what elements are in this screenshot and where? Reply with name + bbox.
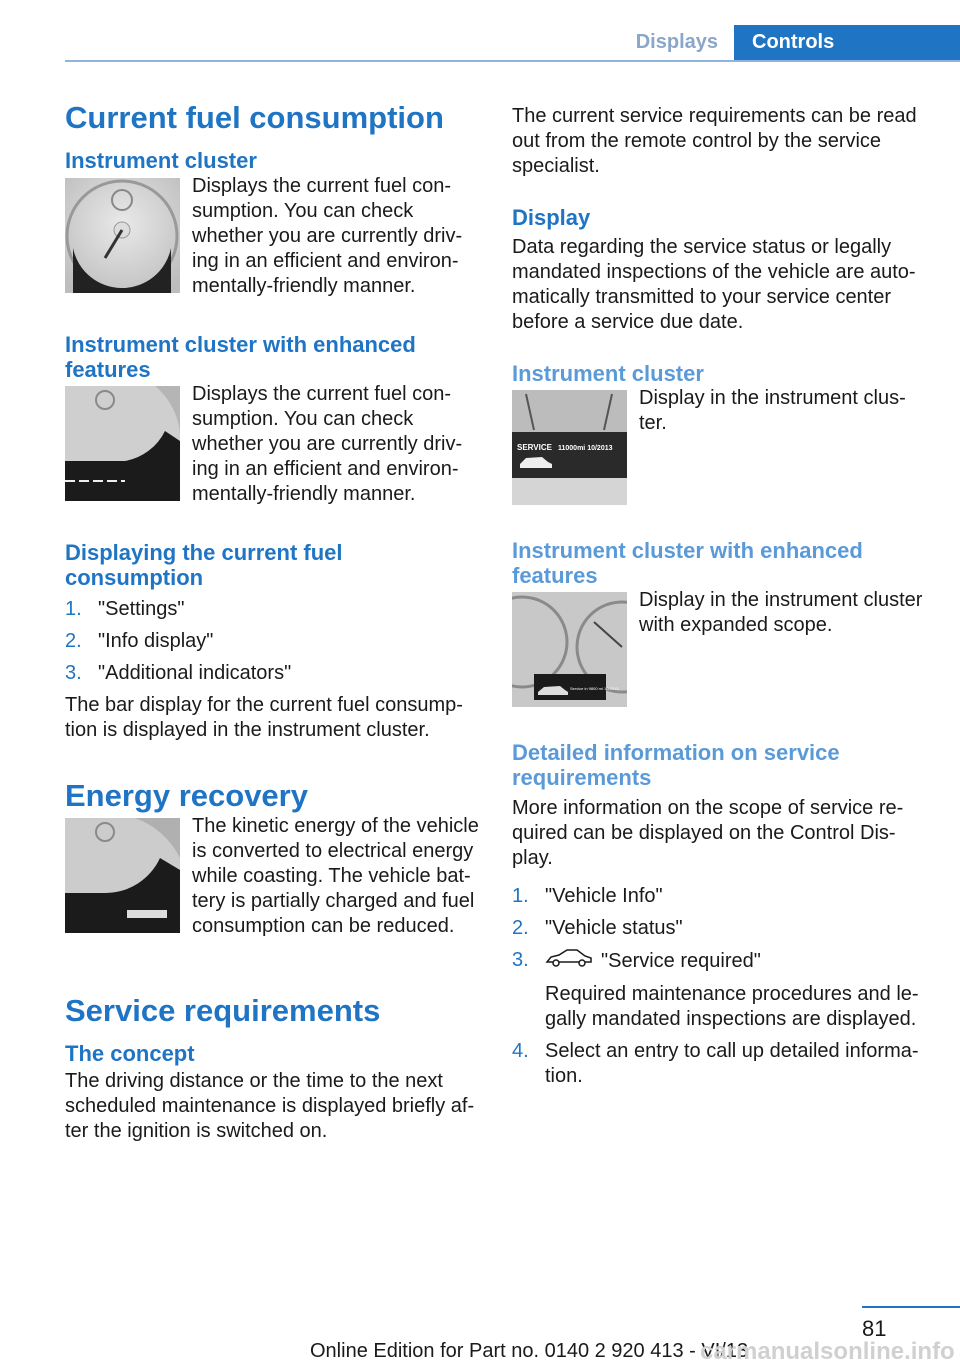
step-text: "Info display": [98, 630, 214, 652]
heading-displaying-fuel: Displaying the current fuel consumption: [65, 540, 343, 590]
heading-energy-recovery: Energy recovery: [65, 778, 308, 813]
text-concept: The driving distance or the time to the next scheduled maintenance is displayed briefly af-ter the ignition is switched on.: [65, 1070, 475, 1142]
footer-edition: Online Edition for Part no. 0140 2 920 413 - VI/13: [310, 1340, 749, 1362]
list-item: [512, 1039, 932, 1089]
watermark: carmanualsonline.info: [700, 1338, 955, 1365]
list-item: [65, 629, 483, 654]
text-energy-recovery: The kinetic energy of the vehicle is converted to electrical energy while coasting. The vehicle bat-tery is partially charged and fuel consumption can be reduced.: [192, 815, 479, 937]
step-text: "Vehicle Info": [545, 885, 663, 907]
heading-right-cluster-enhanced: Instrument cluster with enhanced features: [512, 538, 863, 588]
step-text: "Additional indicators": [98, 662, 292, 684]
heading-current-fuel-consumption: Current fuel consumption: [65, 100, 444, 135]
car-outline-icon: [545, 948, 593, 975]
text-service-cluster: Display in the instrument clus-ter.: [639, 387, 906, 434]
text-remote-control: The current service requirements can be read out from the remote control by the service specialist.: [512, 105, 917, 177]
step-text: "Service required": [601, 949, 761, 972]
list-item: [65, 597, 483, 622]
figure-fuel-cluster-enhanced: [65, 382, 483, 507]
step-text: Select an entry to call up detailed informa-tion.: [545, 1040, 919, 1087]
steps-service-info: [512, 884, 932, 1089]
text-detailed-information: More information on the scope of service re-quired can be displayed on the Control Dis-play.: [512, 797, 904, 869]
text-bar-display: The bar display for the current fuel consump-tion is displayed in the instrument cluster.: [65, 694, 463, 741]
service-label: SERVICE: [517, 443, 552, 452]
header-rule: [65, 60, 960, 62]
service-enhanced-image: [512, 592, 627, 707]
step-number: 4.: [512, 1040, 529, 1062]
page-number: 81: [862, 1316, 887, 1341]
tab-displays[interactable]: Displays: [635, 31, 718, 53]
figure-fuel-cluster: [65, 174, 483, 299]
list-item: [65, 661, 483, 686]
left-column: [65, 100, 483, 1144]
figure-service-cluster-enhanced: [512, 588, 932, 707]
step-text: "Vehicle status": [545, 917, 683, 939]
step-number: 2.: [65, 630, 82, 652]
heading-detailed-information: Detailed information on service requirements: [512, 740, 840, 790]
step-number: 1.: [512, 885, 529, 907]
step-text: "Settings": [98, 598, 185, 620]
step-number: 1.: [65, 598, 82, 620]
text-display: Data regarding the service status or legally mandated inspections of the vehicle are auto-matically transmitted to your service center before a service due date.: [512, 236, 916, 333]
right-column: [512, 104, 932, 1096]
heading-display: Display: [512, 205, 591, 230]
heading-the-concept: The concept: [65, 1041, 195, 1066]
step-number: 2.: [512, 917, 529, 939]
list-item: [512, 916, 932, 941]
energy-gauge-image: [65, 818, 180, 933]
text-service-cluster-enhanced: Display in the instrument cluster with expanded scope.: [639, 589, 923, 636]
figure-service-cluster: [512, 386, 932, 505]
header-tabs: [620, 25, 960, 61]
heading-right-instrument-cluster: Instrument cluster: [512, 361, 704, 386]
enhanced-gauge-image: [65, 386, 180, 501]
heading-instrument-cluster-enhanced: Instrument cluster with enhanced features: [65, 332, 416, 382]
footer-rule: [862, 1306, 960, 1308]
service-display-image: [512, 390, 627, 505]
service-value: 11000mi 10/2013: [558, 445, 613, 452]
heading-service-requirements: Service requirements: [65, 993, 381, 1028]
list-item: [512, 948, 932, 1032]
step-body: [545, 948, 932, 1032]
heading-instrument-cluster: Instrument cluster: [65, 148, 257, 173]
steps-displaying-fuel: [65, 597, 483, 686]
step-number: 3.: [512, 949, 529, 971]
tab-controls[interactable]: Controls: [734, 25, 960, 61]
fuel-gauge-image: [65, 178, 180, 293]
step-number: 3.: [65, 662, 82, 684]
figure-energy-recovery: [65, 814, 483, 939]
text-fuel-cluster: Displays the current fuel con-sumption. You can check whether you are currently driv-ing in an efficient and environ-mentally-friendly manner.: [192, 175, 463, 297]
list-item: [512, 884, 932, 909]
service-value-small: Service in 9800 mi 10/2013: [570, 686, 619, 691]
text-fuel-cluster-enhanced: Displays the current fuel con-sumption. You can check whether you are currently driv-ing in an efficient and environ-mentally-friendly manner.: [192, 383, 463, 505]
step-subtext: Required maintenance procedures and le-gally mandated inspections are displayed.: [545, 983, 919, 1030]
